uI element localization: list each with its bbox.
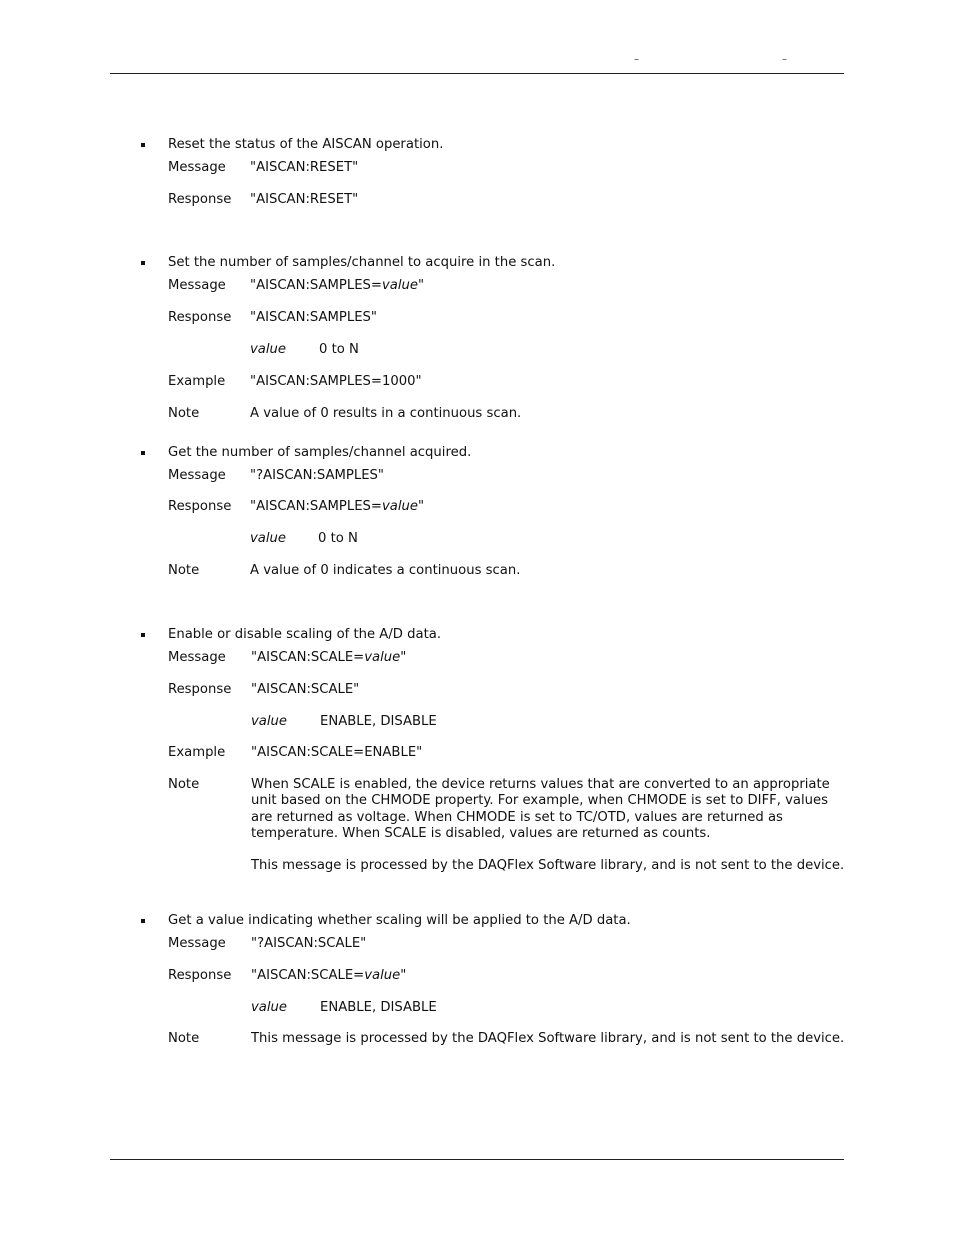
message-value: "AISCAN:SCALE=value" (251, 650, 407, 665)
bullet-icon (141, 451, 145, 455)
value-term: value (251, 1000, 288, 1015)
header-mark-right: – (782, 54, 787, 65)
bullet-icon (141, 261, 145, 265)
value-term: value (250, 531, 287, 546)
header-rule (110, 73, 844, 74)
value-desc: 0 to N (318, 531, 358, 546)
section-title: Get the number of samples/channel acquired. (168, 445, 472, 460)
value-term: value (250, 342, 287, 357)
example-label: Example (168, 374, 226, 389)
note-label: Note (168, 1031, 200, 1046)
value-desc: 0 to N (319, 342, 359, 357)
section-title: Set the number of samples/channel to acquire in the scan. (168, 255, 556, 270)
response-value: "AISCAN:SAMPLES" (250, 310, 377, 325)
header-mark-left: – (634, 54, 639, 65)
response-value: "AISCAN:SAMPLES=value" (250, 499, 425, 514)
bullet-icon (141, 919, 145, 923)
message-value: "AISCAN:SAMPLES=value" (250, 278, 425, 293)
example-value: "AISCAN:SAMPLES=1000" (250, 374, 422, 389)
message-value: "?AISCAN:SCALE" (251, 936, 367, 951)
example-label: Example (168, 745, 226, 760)
message-value: "?AISCAN:SAMPLES" (250, 468, 384, 483)
note-label: Note (168, 563, 200, 578)
message-label: Message (168, 160, 226, 175)
response-label: Response (168, 192, 232, 207)
message-label: Message (168, 468, 226, 483)
note-paragraph-1: When SCALE is enabled, the device returns values that are converted to an appropriate unit based on the CHMODE property. For example, when CHMODE is set to DIFF, values are returned as voltage. When CHMODE is set to TC/OTD, values are returned as temperature. When SCALE is disabled, values are returned as counts. (251, 777, 830, 841)
bullet-icon (141, 143, 145, 147)
response-label: Response (168, 499, 232, 514)
response-value: "AISCAN:SCALE=value" (251, 968, 407, 983)
response-value: "AISCAN:RESET" (250, 192, 359, 207)
section-title: Reset the status of the AISCAN operation. (168, 137, 444, 152)
section-title: Get a value indicating whether scaling will be applied to the A/D data. (168, 913, 631, 928)
response-label: Response (168, 968, 232, 983)
message-label: Message (168, 278, 226, 293)
response-value: "AISCAN:SCALE" (251, 682, 360, 697)
note-label: Note (168, 777, 200, 792)
message-value: "AISCAN:RESET" (250, 160, 359, 175)
note-text: A value of 0 indicates a continuous scan. (250, 563, 521, 578)
value-desc: ENABLE, DISABLE (320, 714, 437, 729)
bullet-icon (141, 633, 145, 637)
response-label: Response (168, 310, 232, 325)
note-text: A value of 0 results in a continuous scan. (250, 406, 522, 421)
value-desc: ENABLE, DISABLE (320, 1000, 437, 1015)
note-text: This message is processed by the DAQFlex Software library, and is not sent to the device. (251, 1031, 845, 1046)
example-value: "AISCAN:SCALE=ENABLE" (251, 745, 423, 760)
message-label: Message (168, 650, 226, 665)
message-label: Message (168, 936, 226, 951)
section-title: Enable or disable scaling of the A/D data. (168, 627, 442, 642)
note-label: Note (168, 406, 200, 421)
footer-rule (110, 1159, 844, 1160)
note-paragraph-2: This message is processed by the DAQFlex Software library, and is not sent to the device. (251, 858, 845, 873)
value-term: value (251, 714, 288, 729)
response-label: Response (168, 682, 232, 697)
